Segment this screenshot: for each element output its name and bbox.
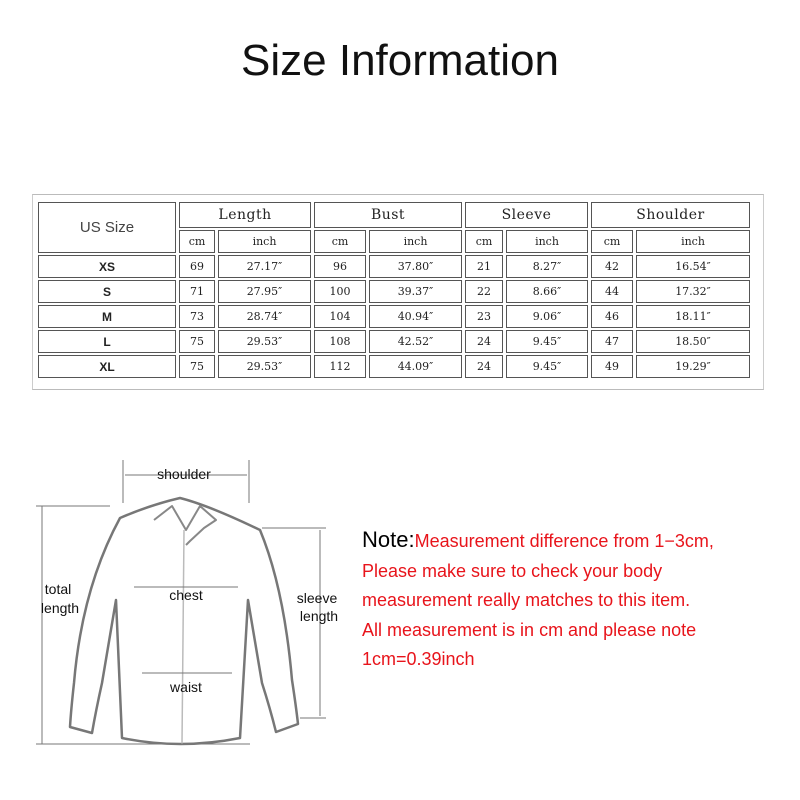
unit-cm: cm [465,230,503,253]
shirt-measurement-diagram [30,448,350,793]
note-line: 1cm=0.39inch [362,649,475,669]
shoulder-label: shoulder [157,466,211,482]
unit-inch: inch [506,230,588,253]
sleeve-header: Sleeve [465,202,588,228]
table-header-row [38,202,750,228]
table-row [38,255,750,278]
length-header: Length [179,202,311,228]
value-cell: 75 [179,355,215,378]
value-cell: 21 [465,255,503,278]
table-row [38,280,750,303]
value-cell: 9.45″ [506,355,588,378]
value-cell: 28.74″ [218,305,311,328]
value-cell: 104 [314,305,366,328]
value-cell: 18.50″ [636,330,750,353]
value-cell: 75 [179,330,215,353]
value-cell: 71 [179,280,215,303]
size-label-cell: L [38,330,176,353]
size-label-cell: M [38,305,176,328]
measurement-note [362,525,792,675]
note-label: Note: [362,527,415,552]
value-cell: 22 [465,280,503,303]
value-cell: 112 [314,355,366,378]
value-cell: 8.66″ [506,280,588,303]
value-cell: 29.53″ [218,330,311,353]
shoulder-header: Shoulder [591,202,750,228]
note-line: All measurement is in cm and please note [362,619,697,640]
size-label-cell: S [38,280,176,303]
value-cell: 9.45″ [506,330,588,353]
value-cell: 37.80″ [369,255,462,278]
value-cell: 27.17″ [218,255,311,278]
value-cell: 16.54″ [636,255,750,278]
unit-cm: cm [179,230,215,253]
sleeve-length-label: sleeve [296,590,338,606]
chest-label: chest [169,587,203,603]
value-cell: 42 [591,255,633,278]
total-length-label: total [44,581,72,597]
value-cell: 8.27″ [506,255,588,278]
size-table-frame [32,194,764,390]
value-cell: 100 [314,280,366,303]
value-cell: 24 [465,355,503,378]
note-text: Measurement difference from 1−3cm, [414,531,714,551]
value-cell: 39.37″ [369,280,462,303]
value-cell: 44 [591,280,633,303]
waist-label: waist [170,679,202,695]
value-cell: 46 [591,305,633,328]
total-length-label: length [40,600,80,616]
note-line: measurement really matches to this item. [362,590,691,610]
value-cell: 19.29″ [636,355,750,378]
size-label-cell: XL [38,355,176,378]
sleeve-length-label: length [299,608,339,624]
unit-inch: inch [218,230,311,253]
bust-header: Bust [314,202,462,228]
value-cell: 49 [591,355,633,378]
value-cell: 108 [314,330,366,353]
unit-inch: inch [636,230,750,253]
value-cell: 42.52″ [369,330,462,353]
value-cell: 73 [179,305,215,328]
value-cell: 44.09″ [369,355,462,378]
value-cell: 29.53″ [218,355,311,378]
note-line: Please make sure to check your body [362,560,663,581]
note-line [362,525,792,557]
unit-inch: inch [369,230,462,253]
value-cell: 23 [465,305,503,328]
value-cell: 47 [591,330,633,353]
value-cell: 27.95″ [218,280,311,303]
value-cell: 69 [179,255,215,278]
table-row [38,330,750,353]
us-size-header: US Size [38,202,176,253]
value-cell: 40.94″ [369,305,462,328]
table-row [38,355,750,378]
value-cell: 9.06″ [506,305,588,328]
page-title: Size Information [241,36,559,85]
value-cell: 17.32″ [636,280,750,303]
value-cell: 24 [465,330,503,353]
size-label-cell: XS [38,255,176,278]
value-cell: 18.11″ [636,305,750,328]
size-chart-table [35,200,753,380]
placket-line [182,530,184,744]
unit-cm: cm [314,230,366,253]
unit-cm: cm [591,230,633,253]
value-cell: 96 [314,255,366,278]
table-row [38,305,750,328]
